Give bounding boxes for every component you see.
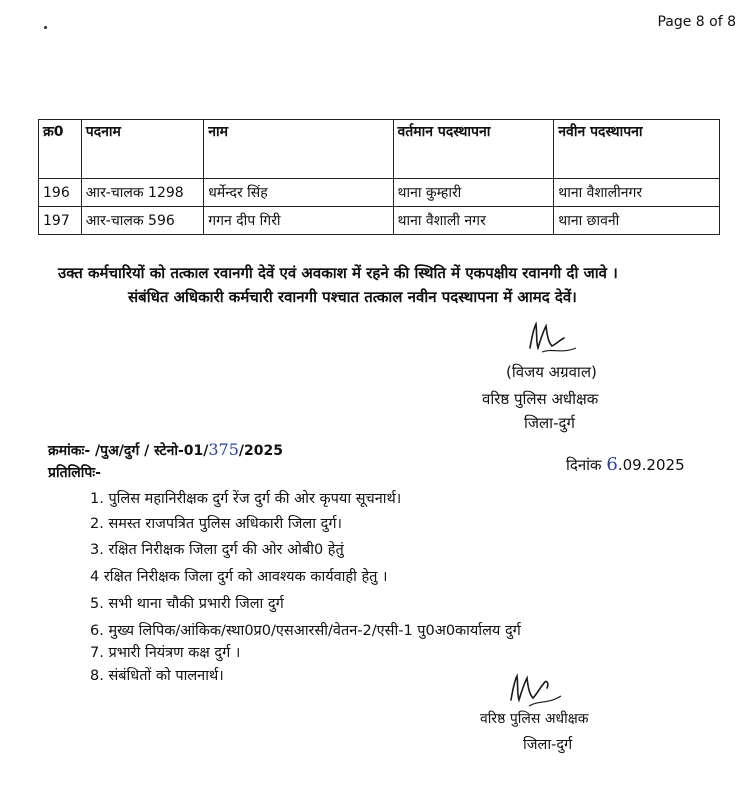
instruction-note: संबंधित अधिकारी कर्मचारी रवानगी पश्चात तत्काल नवीन पदस्थापना में आमद देवें। xyxy=(128,288,577,306)
cell-current-posting: थाना कुम्हारी xyxy=(393,179,554,207)
list-item: 2. समस्त राजपत्रित पुलिस अधिकारी जिला दुर्ग। xyxy=(90,516,342,532)
signatory-district: जिला-दुर्ग xyxy=(524,414,575,432)
ink-dot xyxy=(44,26,47,29)
header-serial: क्र0 xyxy=(39,120,82,179)
signature-icon xyxy=(522,318,582,358)
date-prefix: दिनांक xyxy=(566,456,607,474)
cell-new-posting: थाना वैशालीनगर xyxy=(554,179,720,207)
date-handwritten-day: 6 xyxy=(606,454,618,475)
cell-serial: 197 xyxy=(39,207,82,235)
header-name: नाम xyxy=(204,120,393,179)
date-suffix: .09.2025 xyxy=(617,456,685,474)
list-item: 3. रक्षित निरीक्षक जिला दुर्ग की ओर ओबी0 हेतुं xyxy=(90,542,344,558)
reference-number xyxy=(48,440,283,460)
instruction-note: उक्त कर्मचारियों को तत्काल रवानगी देवें एवं अवकाश में रहने की स्थिति में एकपक्षीय रवानगी दी जावे । xyxy=(58,264,618,282)
table-header-row xyxy=(39,120,720,179)
cell-serial: 196 xyxy=(39,179,82,207)
table-row xyxy=(39,207,720,235)
list-item: 7. प्रभारी नियंत्रण कक्ष दुर्ग । xyxy=(90,645,241,661)
list-item: 6. मुख्य लिपिक/आंकिक/स्था0प्र0/एसआरसी/वेतन-2/एसी-1 पु0अ0कार्यालय दुर्ग xyxy=(90,623,521,639)
reference-suffix: /2025 xyxy=(238,443,283,459)
header-designation: पदनाम xyxy=(81,120,203,179)
list-item: 5. सभी थाना चौकी प्रभारी जिला दुर्ग xyxy=(90,596,284,612)
cell-name: गगन दीप गिरी xyxy=(204,207,393,235)
reference-handwritten-number: 375 xyxy=(208,440,239,459)
page-number: Page 8 of 8 xyxy=(657,14,736,30)
signatory-name: (विजय अग्रवाल) xyxy=(506,363,597,381)
table-row xyxy=(39,179,720,207)
cell-new-posting: थाना छावनी xyxy=(554,207,720,235)
header-current-posting: वर्तमान पदस्थापना xyxy=(393,120,554,179)
list-item: 4 रक्षित निरीक्षक जिला दुर्ग को आवश्यक कार्यवाही हेतु । xyxy=(90,569,388,585)
signatory-title: वरिष्ठ पुलिस अधीक्षक xyxy=(482,390,599,408)
signature-icon xyxy=(505,670,565,710)
copy-to-label: प्रतिलिपिः- xyxy=(48,465,101,481)
issue-date xyxy=(566,454,685,475)
reference-prefix: क्रमांकः- /पुअ/दुर्ग / स्टेनो-01/ xyxy=(48,443,209,459)
header-new-posting: नवीन पदस्थापना xyxy=(554,120,720,179)
cell-designation: आर-चालक 1298 xyxy=(81,179,203,207)
signatory-title: वरिष्ठ पुलिस अधीक्षक xyxy=(480,711,589,727)
transfer-table xyxy=(38,119,720,235)
cell-name: धर्मेन्दर सिंह xyxy=(204,179,393,207)
list-item: 1. पुलिस महानिरीक्षक दुर्ग रेंज दुर्ग की ओर कृपया सूचनार्थ। xyxy=(90,491,402,507)
signatory-district: जिला-दुर्ग xyxy=(523,737,573,753)
list-item: 8. संबंधितों को पालनार्थ। xyxy=(90,668,224,684)
cell-designation: आर-चालक 596 xyxy=(81,207,203,235)
cell-current-posting: थाना वैशाली नगर xyxy=(393,207,554,235)
